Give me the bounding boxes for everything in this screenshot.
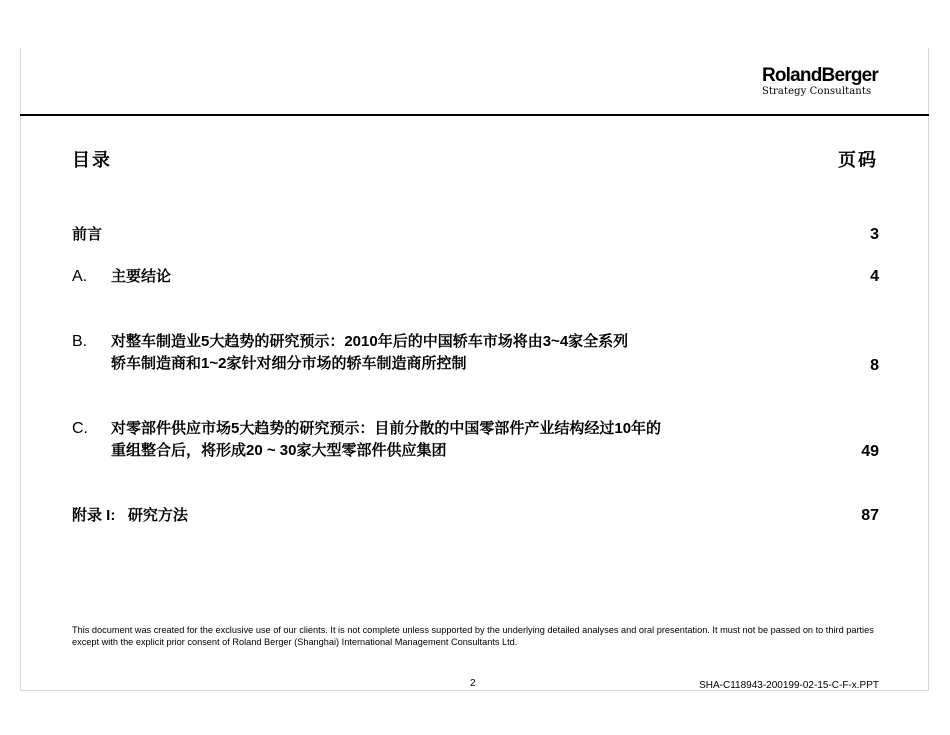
toc-entry-letter: B. — [72, 333, 88, 350]
toc-title: 目录 — [72, 150, 112, 170]
page-frame-right — [928, 48, 929, 690]
toc-entry-text-line-2: 轿车制造商和1~2家针对细分市场的轿车制造商所控制 — [111, 355, 467, 372]
page-number: 2 — [470, 678, 476, 689]
toc-entry-text: 附录 I: 研究方法 — [72, 507, 188, 524]
toc-entry-c — [72, 418, 879, 466]
page-frame-left — [20, 48, 21, 690]
header-divider — [20, 114, 929, 116]
toc-entry-b — [72, 331, 879, 379]
page-column-label: 页码 — [838, 150, 878, 170]
roland-berger-logo — [762, 66, 878, 97]
toc-entry-page: 8 — [870, 357, 879, 374]
toc-entry-text-line-1: 对整车制造业5大趋势的研究预示：2010年后的中国轿车市场将由3~4家全系列 — [111, 333, 629, 350]
toc-entry-text: 前言 — [72, 226, 103, 243]
toc-entry-page: 87 — [861, 507, 879, 524]
toc-entry-text-line-2: 重组整合后，将形成20 ~ 30家大型零部件供应集团 — [111, 442, 447, 459]
toc-entry-page: 49 — [861, 443, 879, 460]
toc-entry-page: 3 — [870, 226, 879, 243]
toc-entry-page: 4 — [870, 268, 879, 285]
logo-wordmark: RolandBerger — [761, 65, 878, 86]
toc-entry-text: 主要结论 — [111, 268, 172, 285]
toc-entry-letter: C. — [72, 420, 88, 437]
confidentiality-disclaimer: This document was created for the exclusive use of our clients. It is not complete unless supported by the underlying detailed analyses and oral presentation. It must not be passed on to third parties except with the explicit prior consent of Roland Berger (Shanghai) International Management Consultants Ltd. — [72, 625, 874, 647]
toc-entry-letter: A. — [72, 268, 88, 285]
document-code: SHA-C118943-200199-02-15-C-F-x.PPT — [699, 680, 879, 691]
toc-entry-text-line-1: 对零部件供应市场5大趋势的研究预示：目前分散的中国零部件产业结构经过10年的 — [111, 420, 662, 437]
logo-tagline: Strategy Consultants — [761, 86, 872, 97]
